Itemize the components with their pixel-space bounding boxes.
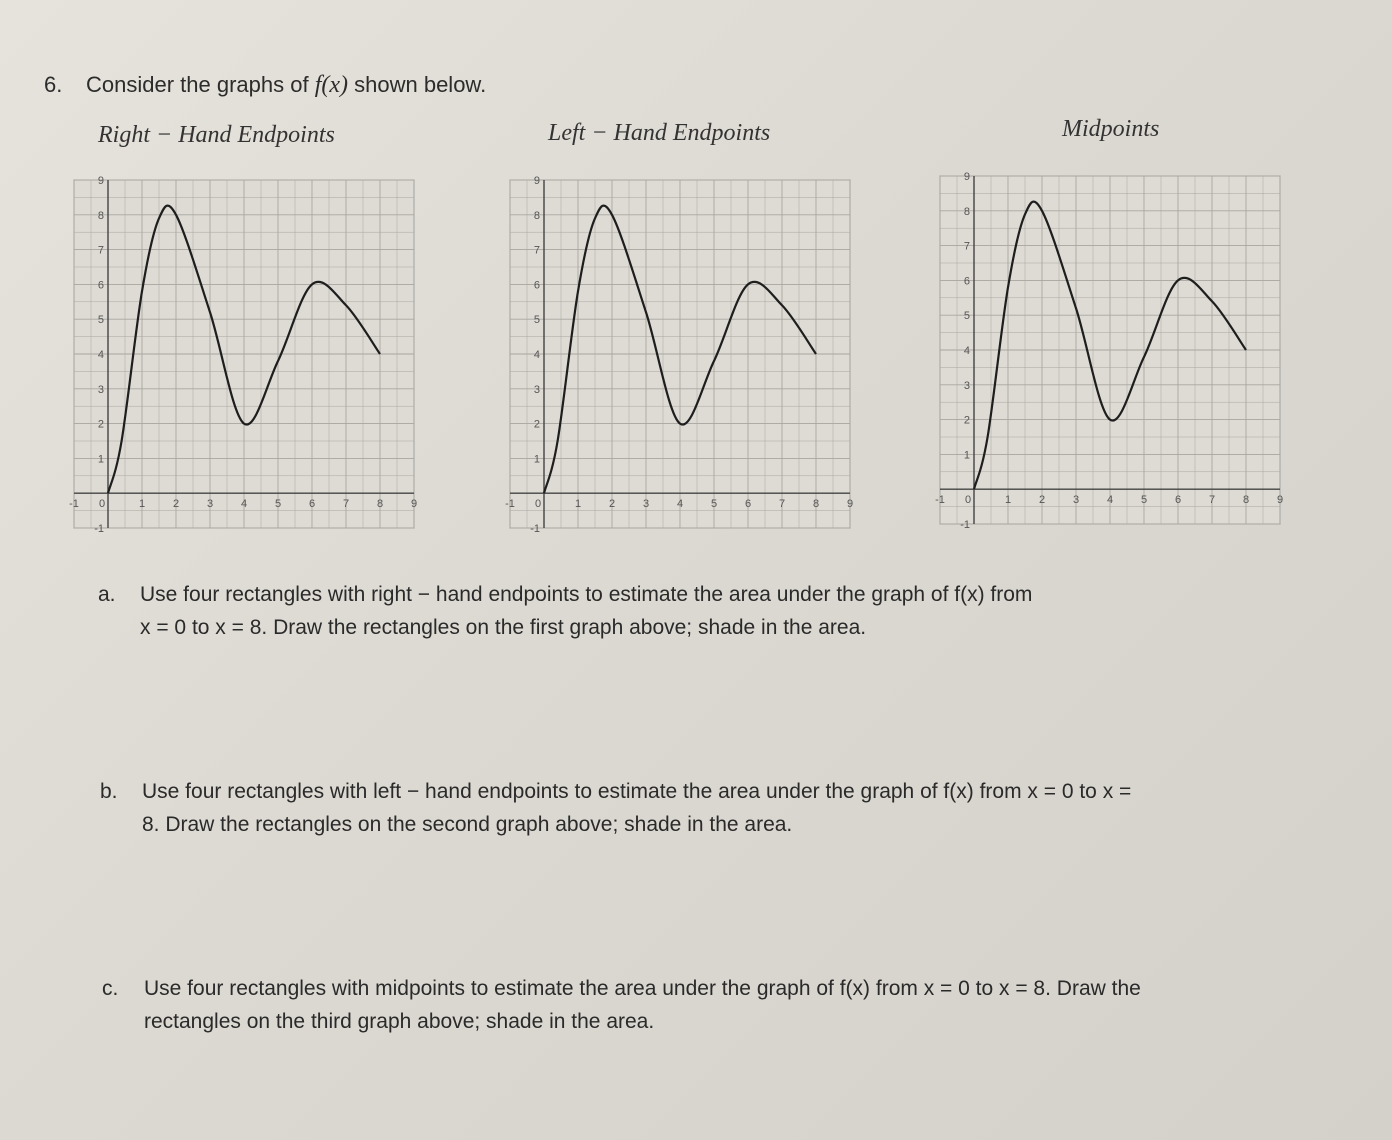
question-number: 6. (44, 72, 63, 97)
x-tick-label: 2 (1038, 494, 1046, 507)
part-a-line-1: Use four rectangles with right − hand endpoints to estimate the area under the graph of f(x) from (140, 583, 1033, 606)
y-tick-label: 5 (963, 310, 970, 323)
graph-title-right: Right − Hand Endpoints (98, 122, 335, 148)
y-tick-label: 7 (963, 240, 970, 253)
part-b-line-1: Use four rectangles with left − hand endpoints to estimate the area under the graph of f(x) from x = 0 to x = (142, 780, 1132, 803)
y-tick-label: 1 (963, 449, 970, 462)
x-tick-label: 5 (710, 498, 718, 511)
part-c-line-1: Use four rectangles with midpoints to estimate the area under the graph of f(x) from x = 0 to x = 8. Draw the (144, 977, 1141, 1000)
graph-svg (498, 170, 858, 540)
y-tick-label: 2 (533, 418, 540, 431)
x-tick-label: 8 (812, 498, 820, 511)
x-tick-label: 7 (1208, 494, 1216, 507)
y-tick-label: 4 (963, 345, 970, 357)
part-c (102, 972, 1352, 1042)
x-tick-label: 9 (1276, 494, 1284, 507)
part-a-line-2: x = 0 to x = 8. Draw the rectangles on the first graph above; shade in the area. (140, 616, 867, 639)
x-tick-label: 6 (1174, 494, 1182, 507)
x-tick-label: 8 (376, 498, 384, 511)
graph-midpoints (928, 166, 1288, 536)
y-tick-label: 8 (533, 209, 540, 222)
x-tick-label: 7 (778, 498, 786, 511)
x-tick-label: 3 (206, 498, 214, 511)
graph-svg (928, 166, 1288, 536)
y-tick-label: 8 (963, 205, 970, 218)
x-tick-label: 6 (308, 498, 316, 511)
x-tick-label: 0 (964, 494, 972, 507)
y-tick-label: 9 (533, 175, 540, 187)
x-tick-label: 4 (240, 498, 248, 511)
graph-title-left: Left − Hand Endpoints (548, 120, 771, 146)
y-tick-label: 3 (533, 383, 540, 396)
part-letter: c. (102, 977, 119, 1000)
x-tick-label: 1 (574, 498, 582, 511)
x-tick-label: -1 (69, 498, 79, 511)
part-b (100, 775, 1350, 845)
x-tick-label: -1 (505, 498, 515, 511)
y-tick-label: 6 (533, 279, 540, 292)
y-tick-label: 6 (963, 275, 970, 288)
y-tick-label: 5 (533, 314, 540, 327)
x-tick-label: 1 (1004, 494, 1012, 507)
y-tick-label: 8 (97, 209, 104, 222)
y-tick-label: 9 (963, 171, 970, 183)
y-tick-label: -1 (94, 523, 104, 535)
graph-left-endpoints (498, 170, 858, 540)
y-tick-label: 9 (97, 175, 104, 187)
y-tick-label: 1 (533, 453, 540, 466)
part-b-line-2: 8. Draw the rectangles on the second graph above; shade in the area. (142, 813, 793, 836)
y-tick-label: 6 (97, 279, 104, 292)
x-tick-label: 4 (1106, 494, 1114, 507)
x-tick-label: 2 (608, 498, 616, 511)
graph-right-endpoints (62, 170, 422, 540)
y-tick-label: 5 (97, 314, 104, 327)
y-tick-label: 4 (533, 349, 540, 361)
part-a (98, 578, 1298, 648)
x-tick-label: -1 (935, 494, 945, 507)
x-tick-label: 5 (1140, 494, 1148, 507)
x-tick-label: 4 (676, 498, 684, 511)
x-tick-label: 7 (342, 498, 350, 511)
x-tick-label: 3 (1072, 494, 1080, 507)
question-prompt (86, 72, 486, 99)
x-tick-label: 9 (410, 498, 418, 511)
y-tick-label: 7 (533, 244, 540, 257)
graph-svg (62, 170, 422, 540)
x-tick-label: 9 (846, 498, 854, 511)
x-tick-label: 0 (534, 498, 542, 511)
y-tick-label: 1 (97, 453, 104, 466)
x-tick-label: 6 (744, 498, 752, 511)
x-tick-label: 1 (138, 498, 146, 511)
graph-title-midpoints: Midpoints (1062, 116, 1160, 142)
part-c-line-2: rectangles on the third graph above; shade in the area. (144, 1010, 655, 1033)
x-tick-label: 5 (274, 498, 282, 511)
y-tick-label: -1 (530, 523, 540, 535)
y-tick-label: 3 (97, 383, 104, 396)
function-notation: f(x) (314, 72, 349, 98)
x-tick-label: 8 (1242, 494, 1250, 507)
y-tick-label: 7 (97, 244, 104, 257)
y-tick-label: 2 (97, 418, 104, 431)
part-letter: b. (100, 780, 118, 803)
prompt-text-start: Consider the graphs of (86, 72, 315, 97)
x-tick-label: 0 (98, 498, 106, 511)
x-tick-label: 3 (642, 498, 650, 511)
part-letter: a. (98, 583, 116, 606)
y-tick-label: 4 (97, 349, 104, 361)
x-tick-label: 2 (172, 498, 180, 511)
prompt-text-end: shown below. (348, 72, 487, 97)
y-tick-label: 2 (963, 414, 970, 427)
y-tick-label: 3 (963, 379, 970, 392)
y-tick-label: -1 (960, 519, 970, 531)
